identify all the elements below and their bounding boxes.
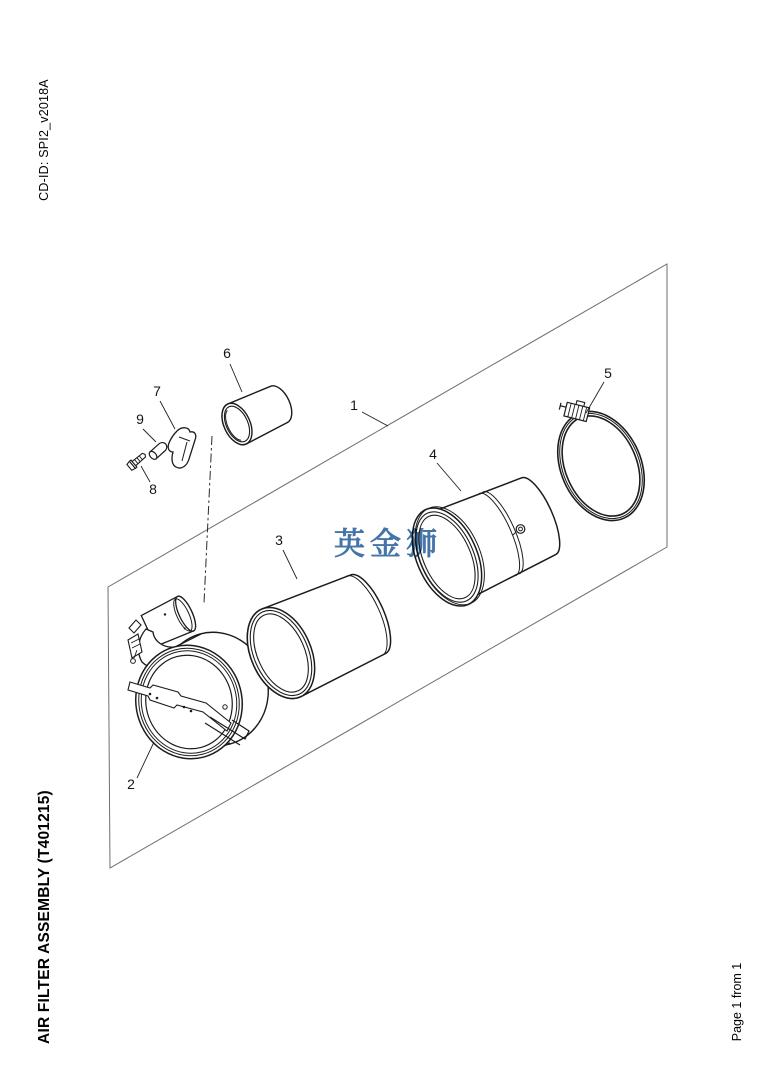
- part-6-sleeve: [216, 380, 298, 449]
- part-7-clip: [168, 428, 196, 468]
- page-title: AIR FILTER ASSEMBLY (T401215): [36, 790, 53, 1044]
- centerline: [204, 436, 212, 603]
- callout-6: 6: [223, 345, 231, 361]
- part-5-clamp: [541, 398, 660, 535]
- callout-2: 2: [127, 776, 135, 792]
- part-8-screw: [126, 451, 148, 471]
- callout-1: 1: [350, 397, 358, 413]
- cd-id-vertical-text: CD-ID: SPI2_v2018A: [37, 79, 51, 201]
- callout-4: 4: [429, 446, 437, 462]
- clamp-worm-screw: [558, 397, 590, 421]
- callout-5: 5: [604, 365, 612, 381]
- latch-clip: [129, 620, 141, 633]
- callout-9: 9: [136, 411, 144, 427]
- callout-7: 7: [153, 383, 161, 399]
- page-number: Page 1 from 1: [730, 962, 744, 1042]
- callout-3: 3: [275, 532, 283, 548]
- mounting-plane-outline: [108, 264, 667, 868]
- watermark-text: 英金狮: [334, 526, 442, 562]
- part-9-bushing: [148, 441, 169, 461]
- callout-8: 8: [149, 481, 157, 497]
